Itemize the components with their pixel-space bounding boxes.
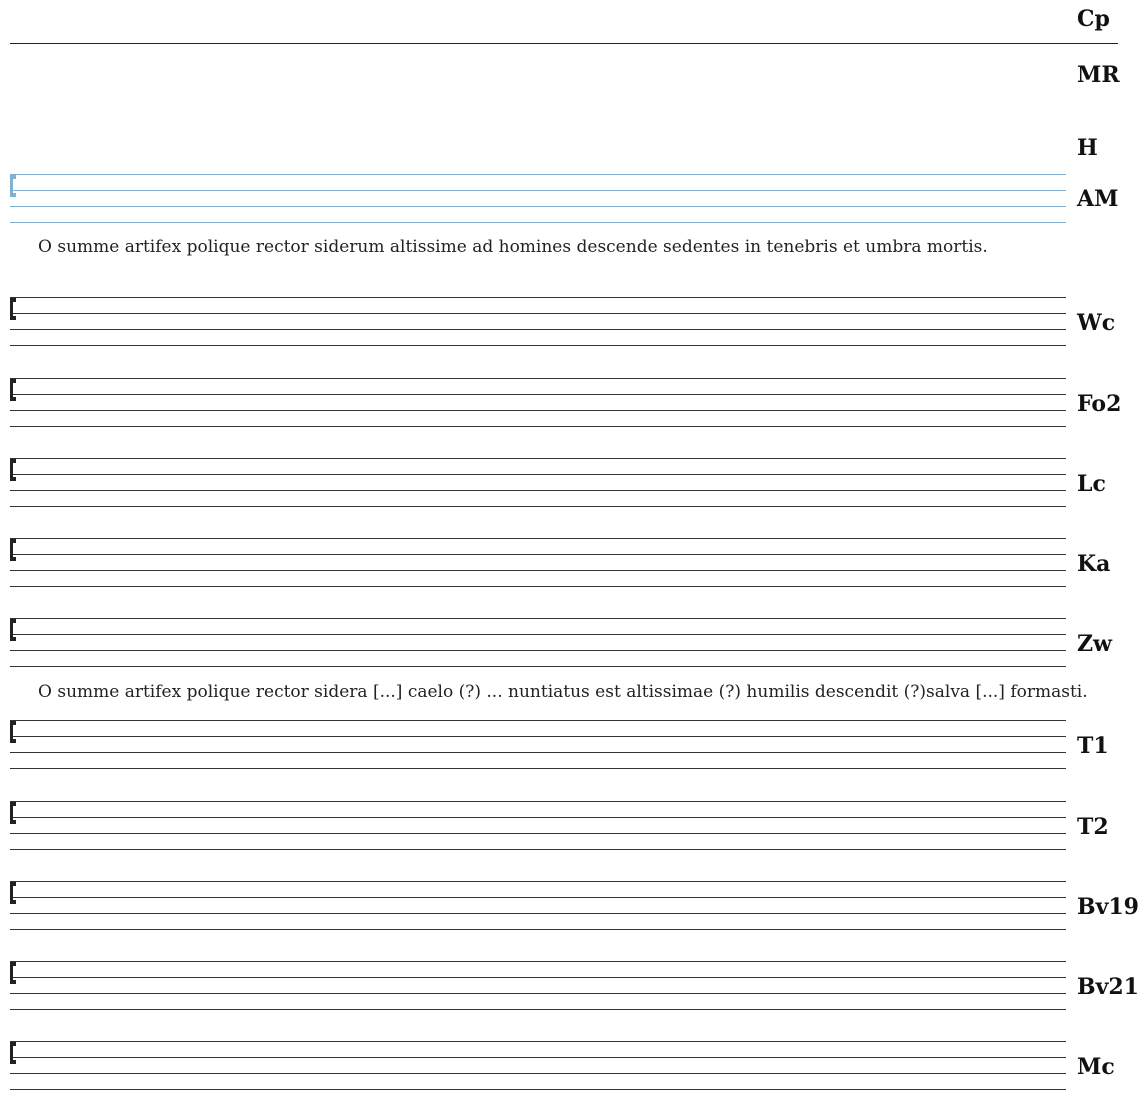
siglum-t1: T1 — [1077, 733, 1109, 759]
staff-am — [10, 174, 1066, 224]
staff-lc — [10, 458, 1066, 508]
c-clef-icon — [8, 801, 18, 825]
staff-t2 — [10, 801, 1066, 851]
siglum-bv21: Bv21 — [1077, 974, 1139, 1000]
siglum-cp: Cp — [1077, 6, 1110, 32]
siglum-lc: Lc — [1077, 471, 1106, 497]
siglum-fo2: Fo2 — [1077, 391, 1122, 417]
c-clef-icon — [8, 618, 18, 642]
lyric-line-2: O summe artifex polique rector sidera [...] caelo (?) ... nuntiatus est altissimae (?) humilis descendit (?)salva [...] formasti. — [38, 682, 1088, 702]
siglum-ka: Ka — [1077, 551, 1111, 577]
staff-bv19 — [10, 881, 1066, 931]
lyric-line-1: O summe artifex polique rector siderum altissime ad homines descende sedentes in tenebris et umbra mortis. — [38, 237, 988, 257]
c-clef-icon — [8, 961, 18, 985]
staff-zw — [10, 618, 1066, 668]
siglum-am: AM — [1077, 186, 1119, 212]
c-clef-icon — [8, 378, 18, 402]
siglum-zw: Zw — [1077, 631, 1112, 657]
siglum-mr: MR — [1077, 62, 1120, 88]
siglum-h: H — [1077, 135, 1098, 161]
header-rule — [10, 43, 1118, 44]
siglum-wc: Wc — [1077, 310, 1116, 336]
c-clef-icon — [8, 174, 18, 198]
staff-mc — [10, 1041, 1066, 1091]
c-clef-icon — [8, 881, 18, 905]
staff-wc — [10, 297, 1066, 347]
staff-bv21 — [10, 961, 1066, 1011]
staff-t1 — [10, 720, 1066, 770]
c-clef-icon — [8, 538, 18, 562]
siglum-t2: T2 — [1077, 814, 1109, 840]
siglum-bv19: Bv19 — [1077, 894, 1139, 920]
siglum-mc: Mc — [1077, 1054, 1115, 1080]
staff-fo2 — [10, 378, 1066, 428]
staff-ka — [10, 538, 1066, 588]
c-clef-icon — [8, 297, 18, 321]
c-clef-icon — [8, 1041, 18, 1065]
c-clef-icon — [8, 720, 18, 744]
c-clef-icon — [8, 458, 18, 482]
